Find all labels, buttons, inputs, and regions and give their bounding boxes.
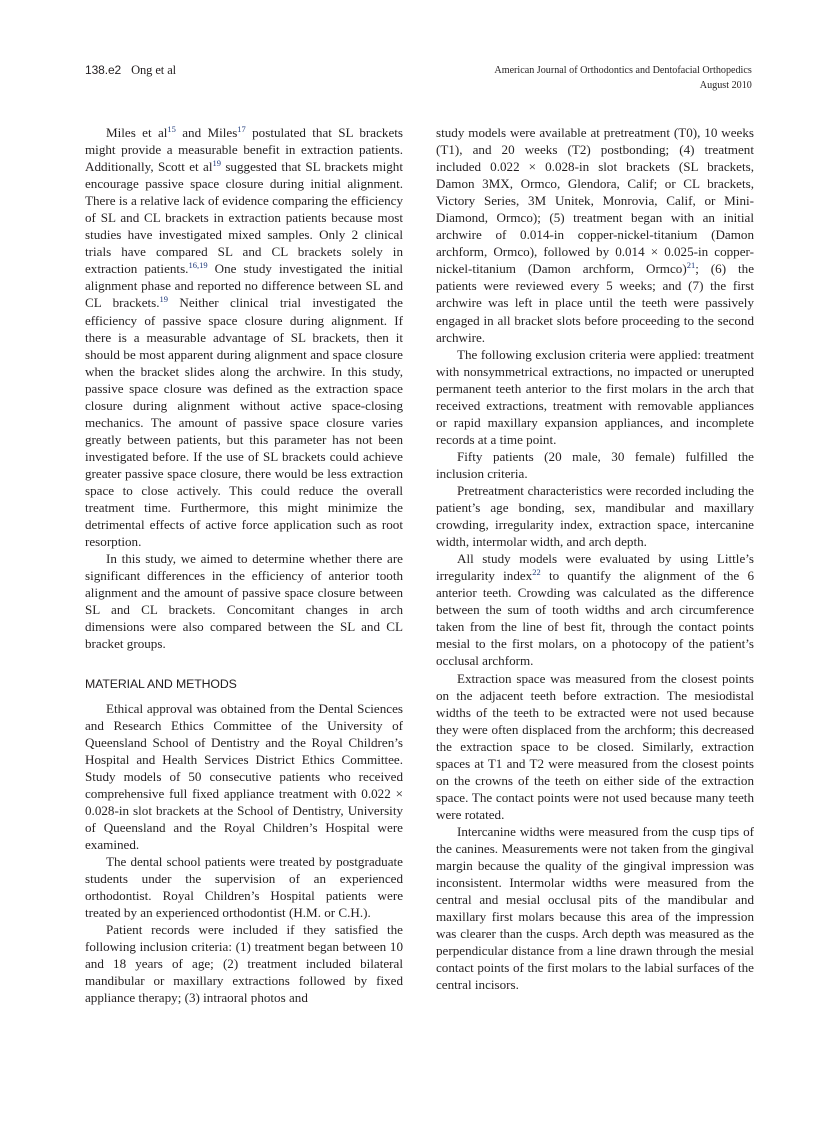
text-run: One study investigated the initial alignment phase and reported no difference between SL and CL brackets. (85, 261, 403, 311)
paragraph: Ethical approval was obtained from the Dental Sciences and Research Ethics Committee of the University of Queensland School of Dentistry and the Royal Children’s Hospital and Health Services District Ethics Committee. Study models of 50 consecutive patients who received comprehensive full fixed appliance treatment with 0.022 × 0.028-in slot brackets at the School of Dentistry, University of Queensland and the Royal Children’s Hospital were examined. (85, 700, 403, 852)
paragraph: In this study, we aimed to determine whether there are significant differences in the efficiency of anterior tooth alignment and the amount of passive space closure between SL and CL brackets. Concomitant changes in arch dimensions were also compared between the SL and CL bracket groups. (85, 551, 403, 652)
paragraph: Pretreatment characteristics were recorded including the patient’s age bonding, sex, mandibular and maxillary crowding, irregularity index, extraction space, intercanine width, intermolar width, and arch depth. (436, 482, 754, 550)
paragraph (436, 550, 754, 669)
text-run: to quantify the alignment of the 6 anterior teeth. Crowding was calculated as the difference between the sum of tooth widths and arch circumference taken from the line of best fit, through the contact points mesial to the first molars, on a photocopy of the patient’s occlusal archform. (436, 568, 755, 669)
section-heading: MATERIAL AND METHODS (85, 677, 237, 692)
citation-link[interactable]: 17 (237, 124, 246, 134)
paragraph: The dental school patients were treated by postgraduate students under the supervision of an experienced orthodontist. Royal Children’s Hospital patients were treated by an experienced orthodontist (H.M. or C.H.). (85, 853, 403, 921)
running-header-left (85, 63, 176, 78)
paragraph: Extraction space was measured from the closest points on the adjacent teeth before extraction. The mesiodistal widths of the teeth to be extracted were not used because they were often displaced from the archform; this decreased the extraction space to be closed. Similarly, extraction spaces at T1 and T2 were measured from the closest points on the crowns of the teeth on either side of the extraction space. The contact points were not used because many teeth were rotated. (436, 670, 754, 822)
paragraph: Intercanine widths were measured from the cusp tips of the canines. Measurements were not taken from the gingival margin because the quality of the gingival impression was inconsistent. Intermolar widths were measured from the central and mesial occlusal pits of the mandibular and maxillary first molars because this area of the impression was clearer than the cusps. Arch depth was measured as the perpendicular distance from a line drawn through the mesial contact points of the first molars to the labial surfaces of the central incisors. (436, 823, 754, 993)
text-run: postulated that SL brackets might provide a measurable benefit in extraction patients. Additionally, Scott et al (85, 125, 403, 175)
text-run: Neither clinical trial investigated the efficiency of passive space closure during alignment. If there is a measurable advantage of SL brackets, then it should be most apparent during alignment and space closure when the bracket slides along the archwire. In this study, passive space closure was defined as the extraction space closure during alignment without active space-closing mechanics. The amount of passive space closure varies greatly between patients, but this parameter has not been investigated before. If the use of SL brackets could achieve greater passive space closure, there would be less extraction space to close actively. This could reduce the overall treatment time. Furthermore, this might minimize the detrimental effects of active force application such as root resorption. (85, 295, 403, 550)
citation-link[interactable]: 21 (686, 260, 696, 271)
text-run: suggested that SL brackets might encourage passive space closure during initial alignment. There is a relative lack of evidence comparing the efficiency of SL and CL brackets in extraction patients because most studies have investigated mixed samples. Only 2 clinical trials have compared SL and CL brackets solely in extraction patients. (85, 159, 403, 277)
paragraph: Patient records were included if they satisfied the following inclusion criteria: (1) treatment began between 10 and 18 years of age; (2) treatment included bilateral mandibular or maxillary extractions followed by fixed appliance therapy; (3) intraoral photos and (85, 922, 403, 1006)
running-header-right (495, 63, 752, 93)
text-run: and Miles (175, 125, 238, 140)
citation-link[interactable]: 19 (212, 158, 221, 169)
journal-title: American Journal of Orthodontics and Dentofacial Orthopedics (494, 64, 752, 76)
left-column (85, 124, 403, 1006)
text-run: Miles et al (106, 125, 168, 140)
paragraph (85, 124, 403, 550)
running-author: Ong et al (131, 63, 177, 77)
page-number: 138.e2 (85, 63, 122, 77)
text-run: study models were available at pretreatment (T0), 10 weeks (T1), and 20 weeks (T2) postbonding; (4) treatment included 0.022 × 0.028-in slot brackets (SL brackets, Damon 3MX, Ormco, Glendora, Calif; or CL brackets, Victory Series, 3M Unitek, Monrovia, Calif, or Mini-Diamond, Ormco); (5) treatment began with an initial archwire of 0.014-in copper-nickel-titanium (Damon archform, Ormco), followed by 0.014 × 0.025-in copper-nickel-titanium (Damon archform, Ormco) (436, 125, 754, 277)
text-run: All study models were evaluated by using Little’s irregularity index (436, 551, 754, 584)
issue-date: August 2010 (699, 79, 752, 91)
citation-link[interactable]: 15 (167, 124, 176, 134)
paragraph (436, 124, 754, 346)
paragraph: The following exclusion criteria were applied: treatment with nonsymmetrical extractions, no impacted or unerupted permanent teeth anterior to the first molars in the arch that received extractions, treatment with removable appliances or rapid maxillary expansion appliances, and incomplete records at a time point. (436, 346, 754, 447)
text-run: ; (6) the patients were reviewed every 5 weeks; and (7) the first archwire was left in place until the teeth were passively engaged in all bracket slots before proceeding to the second archwire. (436, 261, 755, 345)
citation-link[interactable]: 19 (159, 294, 169, 305)
citation-link[interactable]: 22 (532, 567, 541, 578)
citation-link[interactable]: 16,19 (188, 260, 208, 271)
right-column (436, 124, 754, 993)
paragraph: Fifty patients (20 male, 30 female) fulfilled the inclusion criteria. (436, 448, 754, 481)
